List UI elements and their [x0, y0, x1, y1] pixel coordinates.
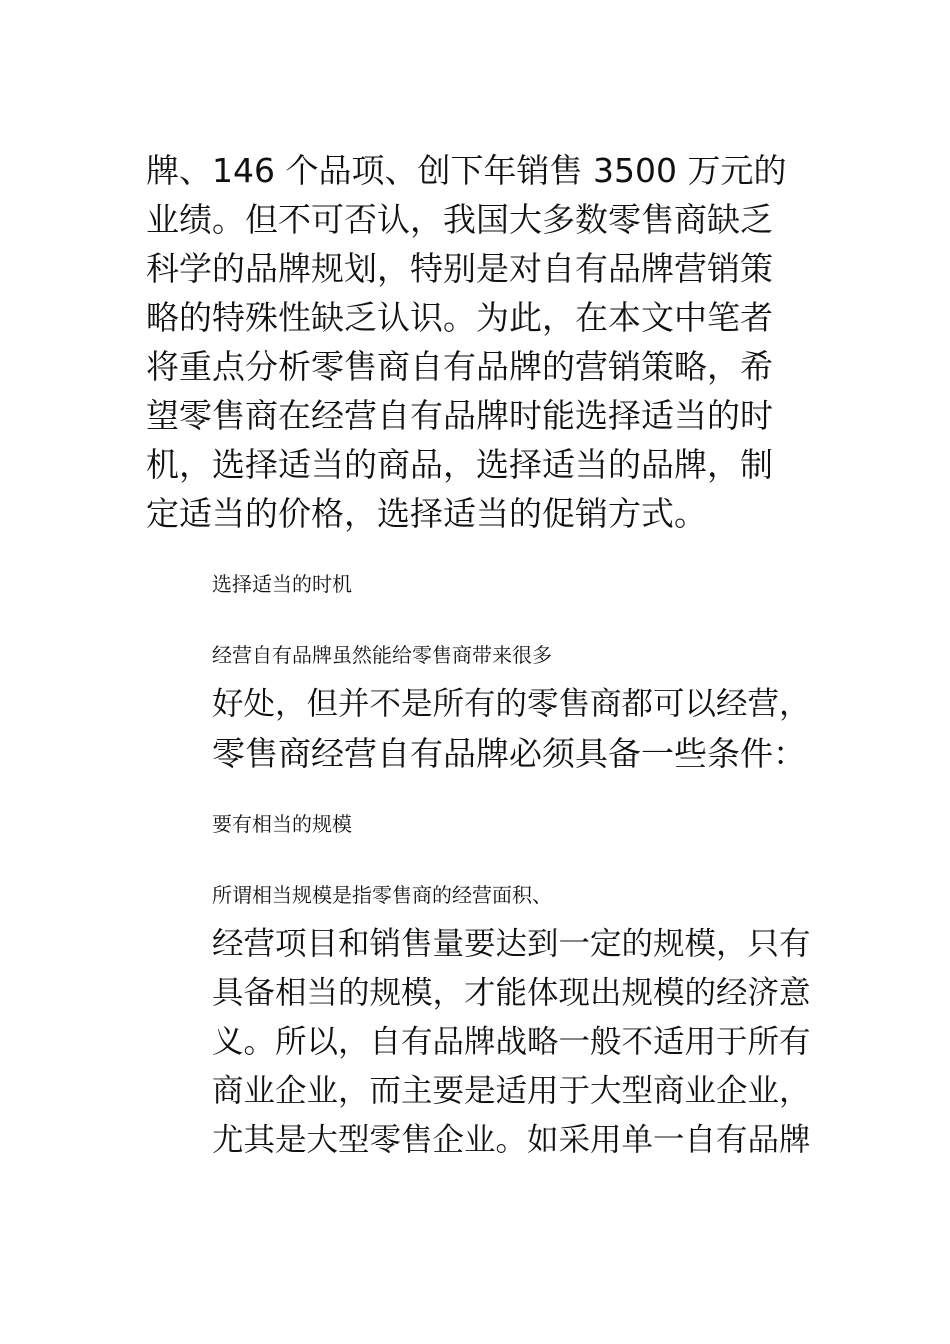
text-line: 牌、146 个品项、创下年销售 3500 万元的 — [146, 151, 787, 190]
text-line: 望零售商在经营自有品牌时能选择适当的时 — [146, 396, 773, 435]
text-line: 零售商经营自有品牌必须具备一些条件： — [212, 734, 806, 773]
text-line: 机，选择适当的商品，选择适当的品牌，制 — [146, 445, 773, 484]
paragraph-scale-body — [146, 871, 811, 1165]
heading-line: 选择适当的时机 — [212, 572, 352, 596]
document-body — [146, 146, 811, 1187]
text-line: 定适当的价格，选择适当的促销方式。 — [146, 494, 707, 533]
text-line: 经营自有品牌虽然能给零售商带来很多 — [212, 643, 552, 667]
text-line: 略的特殊性缺乏认识。为此，在本文中笔者 — [146, 298, 773, 337]
text-line: 所谓相当规模是指零售商的经营面积、 — [212, 883, 552, 907]
text-line: 科学的品牌规划，特别是对自有品牌营销策 — [146, 249, 773, 288]
text-line: 商业企业，而主要是适用于大型商业企业， — [212, 1073, 811, 1109]
heading-line: 要有相当的规模 — [212, 812, 352, 836]
text-line: 尤其是大型零售企业。如采用单一自有品牌 — [212, 1122, 811, 1158]
text-line: 业绩。但不可否认，我国大多数零售商缺乏 — [146, 200, 773, 239]
section-heading-scale — [146, 800, 811, 849]
text-line: 将重点分析零售商自有品牌的营销策略，希 — [146, 347, 773, 386]
text-line: 经营项目和销售量要达到一定的规模，只有 — [212, 926, 811, 962]
text-line: 好处，但并不是所有的零售商都可以经营， — [212, 686, 811, 722]
paragraph-intro — [146, 146, 811, 538]
section-heading-timing — [146, 560, 811, 609]
text-line: 具备相当的规模，才能体现出规模的经济意 — [212, 975, 811, 1011]
paragraph-conditions — [146, 631, 811, 778]
text-line: 义。所以，自有品牌战略一般不适用于所有 — [212, 1024, 811, 1060]
